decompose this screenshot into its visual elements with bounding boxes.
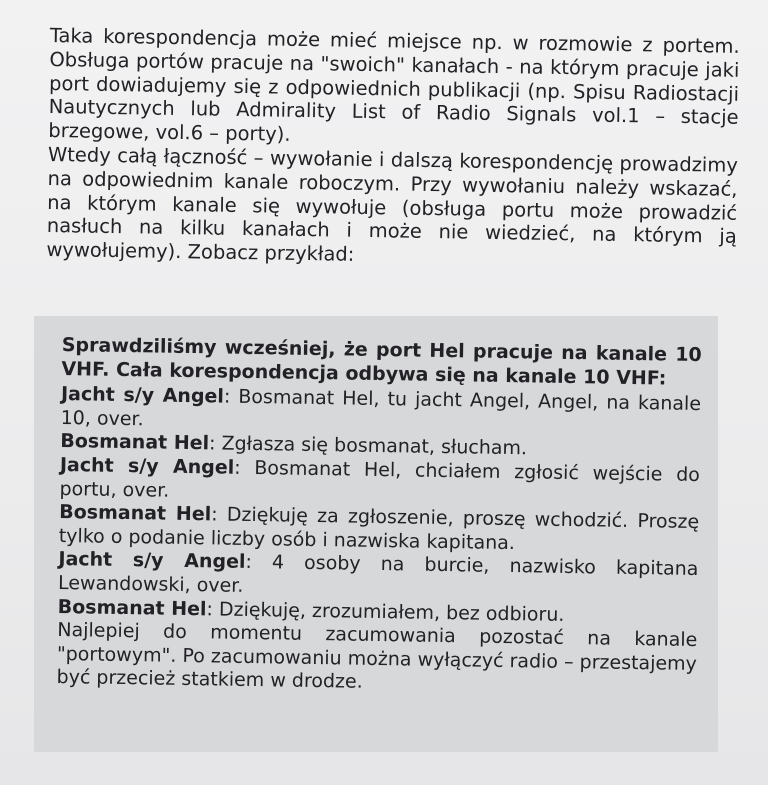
intro-text <box>46 24 740 273</box>
dialogue-text: : Bosmanat Hel, chciałem zgłosić wejście do portu, over. <box>59 456 701 502</box>
speaker-label: Bosmanat Hel <box>57 595 207 620</box>
dialogue-text: : Dziękuję, zrozumiałem, bez odbioru. <box>206 597 565 626</box>
speaker-label: Bosmanat Hel <box>59 501 212 526</box>
example-content <box>56 334 702 700</box>
dialogue-text: : Zgłasza się bosmanat, słucham. <box>208 432 528 460</box>
example-box <box>34 316 718 752</box>
speaker-label: Bosmanat Hel <box>60 430 210 455</box>
speaker-label: Jacht s/y Angel <box>58 548 246 574</box>
speaker-label: Jacht s/y Angel <box>60 383 225 408</box>
dialogue-text: : Dziękuję za zgłoszenie, proszę wchodzić. Proszę tylko o podanie liczby osób i nazwiska kapitana. <box>58 503 700 554</box>
speaker-label: Jacht s/y Angel <box>59 453 235 479</box>
intro-paragraph-2: Wtedy całą łączność – wywołanie i dalszą korespondencję prowadzimy na odpowiednim kanale roboczym. Przy wywołaniu należy wskazać, na którym kanale się wywołuje (obsługa portu może prowadzić nasłuch na kilku kanałach i może nie wiedzieć, na którym ją wywołujemy). Zobacz przykład: <box>46 142 739 266</box>
intro-paragraph-1: Taka korespondencja może mieć miejsce np. w rozmowie z portem. Obsługa portów pracuje na "swoich" kanałach - na którym pracuje jaki port dowiadujemy się z odpowiednich publikacji (np. Spisu Radiostacji Nautycznych lub Admirality List of Radio Signals vol.1 – stacje brzegowe, vol.6 – porty). <box>48 24 740 146</box>
example-heading: Sprawdziliśmy wcześniej, że port Hel pracuje na kanale 10 VHF. Cała korespondencja odbywa się na kanale 10 VHF: <box>61 334 702 390</box>
dialogue-text: : Bosmanat Hel, tu jacht Angel, Angel, na kanale 10, over. <box>60 385 702 431</box>
dialogue-text: : 4 osoby na burcie, nazwisko kapitana Lewandowski, over. <box>57 551 699 597</box>
example-closing: Najlepiej do momentu zacumowania pozostać na kanale "portowym". Po zacumowaniu można wyłączyć radio – przestajemy być przecież statkiem w drodze. <box>56 619 698 694</box>
